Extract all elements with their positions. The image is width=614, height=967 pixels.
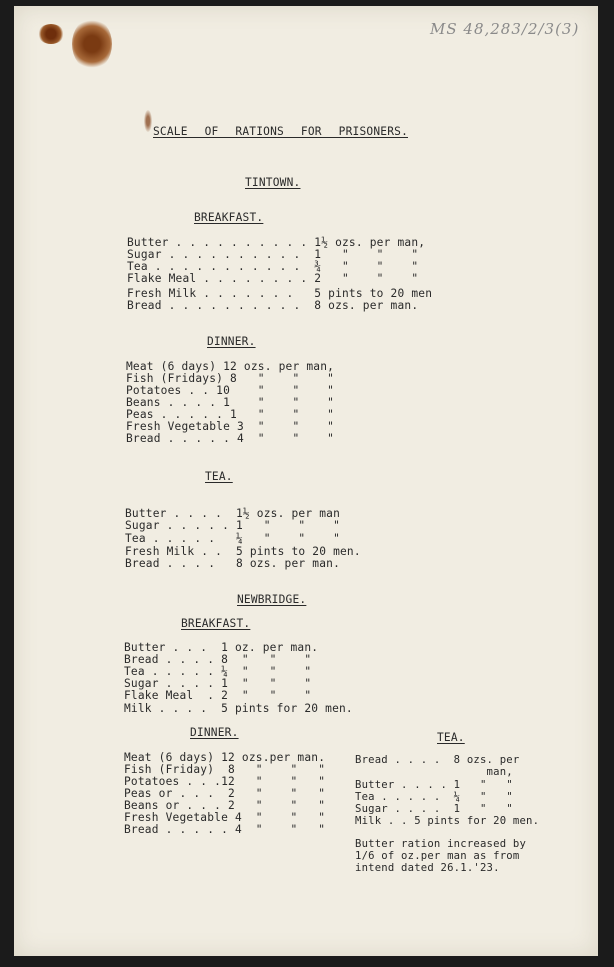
ration-line: Fish (Friday) 8 " " ": [124, 763, 326, 776]
ration-line: Butter . . . . 1½ ozs. per man: [125, 507, 340, 520]
ration-line: Flake Meal . 2 " " ": [124, 689, 312, 702]
ration-line: Milk . . . . 5 pints for 20 men.: [124, 702, 353, 715]
newbridge-tea-heading: TEA.: [437, 731, 465, 744]
newbridge-dinner-heading: DINNER.: [190, 726, 239, 739]
ration-line: Tea . . . . . . . . . . . ¾ " " ": [127, 260, 419, 273]
ration-line: Fresh Vegetable 4 " " ": [124, 811, 326, 824]
ration-line: Peas or . . . 2 " " ": [124, 787, 326, 800]
ration-line: Fish (Fridays) 8 " " ": [126, 372, 335, 385]
ration-line: Tea . . . . . ¼ " " ": [125, 532, 340, 545]
archive-reference-mark: MS 48,283/2/3(3): [430, 20, 580, 38]
ration-line: Bread . . . . 8 ozs. per man.: [125, 557, 340, 570]
rust-stain: [72, 18, 112, 70]
ration-line: Fresh Milk . . . . . . . 5 pints to 20 men: [127, 287, 433, 300]
ration-line: Bread . . . . . 4 " " ": [126, 432, 335, 445]
ration-line: Fresh Vegetable 3 " " ": [126, 420, 335, 433]
ration-line: Meat (6 days) 12 ozs. per man,: [126, 360, 335, 373]
note-line: 1/6 of oz.per man as from: [355, 850, 520, 862]
ration-line: Sugar . . . . 1 " " ": [124, 677, 312, 690]
tintown-heading: TINTOWN.: [245, 176, 301, 189]
ration-line: Bread . . . . . 4 " " ": [124, 823, 326, 836]
ration-line: Bread . . . . . . . . . . 8 ozs. per man.: [127, 299, 419, 312]
ration-line: Tea . . . . . ¼ " ": [355, 791, 513, 803]
ration-line: Tea . . . . . ¼ " " ": [124, 665, 312, 678]
ration-line: Bread . . . . 8 " " ": [124, 653, 312, 666]
document-title: SCALE OF RATIONS FOR PRISONERS.: [153, 125, 408, 138]
ration-line: Flake Meal . . . . . . . . 2 " " ": [127, 272, 419, 285]
ration-line: Butter . . . . 1 " ": [355, 779, 513, 791]
rust-stain: [38, 24, 64, 44]
ration-line: Sugar . . . . . 1 " " ": [125, 519, 340, 532]
ration-line: Sugar . . . . . . . . . . 1 " " ": [127, 248, 419, 261]
ration-line: Sugar . . . . 1 " ": [355, 803, 513, 815]
ration-line: Beans . . . . 1 " " ": [126, 396, 335, 409]
tintown-dinner-heading: DINNER.: [207, 335, 256, 348]
ration-line: Potatoes . . 10 " " ": [126, 384, 335, 397]
ration-line: Beans or . . . 2 " " ": [124, 799, 326, 812]
ration-line: man,: [355, 766, 513, 778]
rust-stain: [144, 110, 152, 132]
ration-line: Fresh Milk . . 5 pints to 20 men.: [125, 545, 361, 558]
note-line: Butter ration increased by: [355, 838, 527, 850]
ration-line: Bread . . . . 8 ozs. per: [355, 754, 520, 766]
note-line: intend dated 26.1.'23.: [355, 862, 500, 874]
ration-line: Butter . . . . . . . . . . 1½ ozs. per man,: [127, 236, 426, 249]
newbridge-breakfast-heading: BREAKFAST.: [181, 617, 251, 630]
ration-line: Peas . . . . . 1 " " ": [126, 408, 335, 421]
newbridge-heading: NEWBRIDGE.: [237, 593, 307, 606]
ration-line: Butter . . . 1 oz. per man.: [124, 641, 319, 654]
ration-line: Milk . . 5 pints for 20 men.: [355, 815, 540, 827]
tintown-tea-heading: TEA.: [205, 470, 233, 483]
ration-line: Meat (6 days) 12 ozs.per man.: [124, 751, 326, 764]
tintown-breakfast-heading: BREAKFAST.: [194, 211, 264, 224]
ration-line: Potatoes . . .12 " " ": [124, 775, 326, 788]
